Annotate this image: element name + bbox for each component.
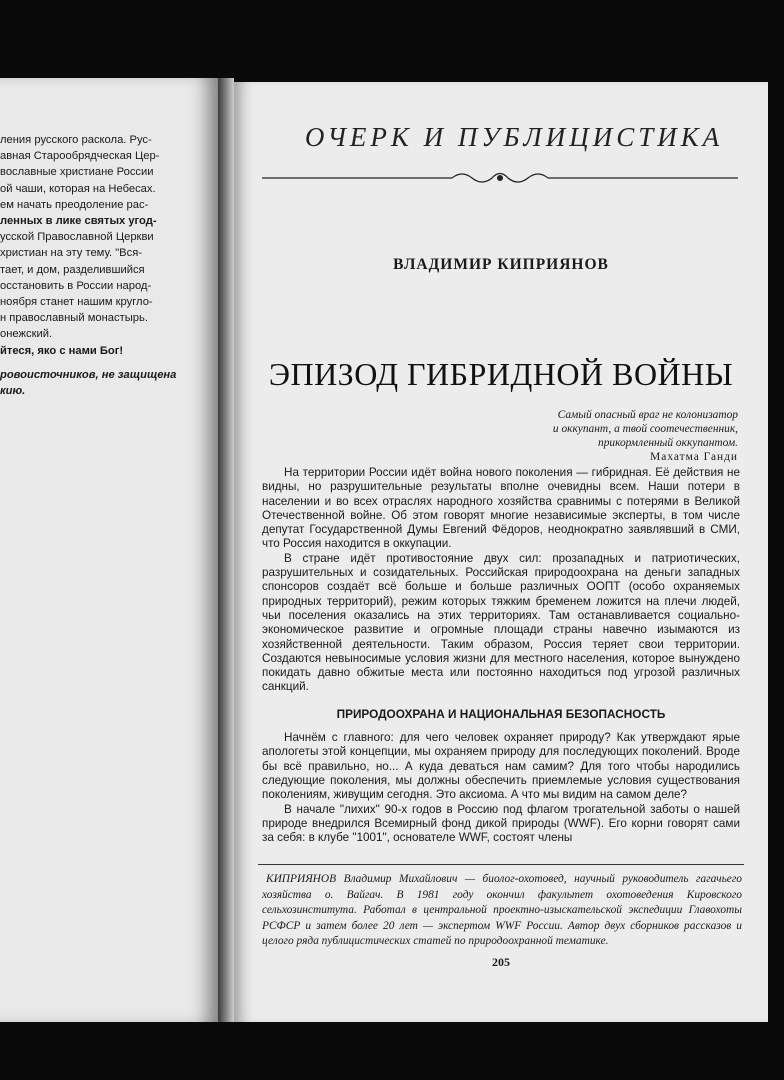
left-line: ноября станет нашим кругло- (0, 296, 153, 309)
author-bio: КИПРИЯНОВ Владимир Михайлович — биолог-охотовед, научный руководитель гагачьего хозяйства о. Вайгач. В 1981 году окончил факультет охотоведения Кировского сельхозинститута. Работал в центральной проектно-изыскательской экспедиции Главохоты РСФСР и затем более 20 лет — экспертом WWF России. Автор двух сборников рассказов и целого ряда публицистических статей по природоохранной тематике. (262, 873, 742, 948)
epigraph-line: Самый опасный враг не колонизатор (557, 409, 738, 421)
left-line: онежский. (0, 328, 53, 341)
book-gutter (218, 78, 234, 1022)
left-line: христиан на эту тему. "Вся- (0, 247, 143, 260)
ornament-rule-icon (262, 168, 738, 188)
footnote-divider (258, 864, 744, 865)
paragraph: Начнём с главного: для чего человек охраняет природу? Как утверждают ярые апологеты этой концепции, мы охраняем природу для последующих поколений. Вроде бы всё правильно, но... А куда деваться нам самим? Для того чтобы народились следующие поколения, мы должны обеспечить приемлемые условия существования поколениям, живущим сегодня. Это аксиома. А что мы видим на самом деле? (262, 731, 740, 802)
epigraph-line: прикормленный оккупантом. (598, 437, 738, 449)
left-page (0, 78, 218, 1022)
left-line: н православный монастырь. (0, 312, 148, 325)
epigraph-line: и оккупант, а твой соотечественник, (552, 423, 738, 435)
left-line: авная Старообрядческая Цер- (0, 150, 160, 163)
left-line: йтеся, яко с нами Бог! (0, 344, 124, 357)
left-line: ем начать преодоление рас- (0, 198, 149, 211)
left-line: ления русского раскола. Рус- (0, 134, 152, 146)
paragraph: В начале "лихих" 90-х годов в Россию под флагом трогательной заботы о нашей природе внедрился Всемирный фонд дикой природы (WWF). Его корни говорят сами за себя: в клубе "1001", основателе WWF, состоят члены (262, 802, 740, 845)
article-title: ЭПИЗОД ГИБРИДНОЙ ВОЙНЫ (268, 356, 734, 392)
left-line (0, 359, 180, 367)
epigraph-attribution: Махатма Ганди (650, 451, 738, 463)
left-line: вославные христиане России (0, 166, 154, 179)
right-page (234, 82, 768, 1022)
paragraph: В стране идёт противостояние двух сил: прозападных и патриотических, разрушительных и созидательных. Российская природоохрана на деньги западных спонсоров создаёт всё больше и больше различных ООПТ (особо охраняемых природных территорий), режим которых тяжким бременем ложится на плечи людей, чьи поселения оказались на этих территориях. Там останавливается социально-экономическое развитие и огромные площади страны навечно изымаются из хозяйственной деятельности. Таким образом, Россия теряет свои территории. Создаются невыносимые условия жизни для местного населения, которое вынуждено покидать давно обжитые места или постоянно находиться под угрозой различных санкций. (262, 551, 740, 694)
left-page-text (0, 132, 180, 399)
left-line: осстановить в России народ- (0, 279, 152, 292)
left-line: ленных в лике святых угод- (0, 215, 157, 228)
page-number: 205 (492, 955, 510, 969)
author-name: ВЛАДИМИР КИПРИЯНОВ (393, 256, 609, 273)
subheading: ПРИРОДООХРАНА И НАЦИОНАЛЬНАЯ БЕЗОПАСНОСТЬ (336, 706, 666, 721)
left-line: усской Православной Церкви (0, 231, 154, 244)
section-title: ОЧЕРК И ПУБЛИЦИСТИКА (304, 122, 724, 152)
left-line: ровоисточников, не защищена (0, 368, 177, 381)
article-body (262, 466, 740, 845)
epigraph (478, 408, 738, 464)
left-line: ой чаши, которая на Небесах. (0, 182, 156, 195)
left-line: тает, и дом, разделившийся (0, 263, 145, 276)
left-line: кию. (0, 385, 26, 398)
paragraph: На территории России идёт война нового поколения — гибридная. Её действия не видны, но разрушительные результаты вполне очевидны всем. Наши потери в населении и во всех отраслях народного хозяйства сравнимы с потерями в Великой Отечественной войне. Об этом говорят многие независимые эксперты, в том числе депутат Государственной Думы Евгений Фёдоров, неоднократно заявлявший в СМИ, что Россия находится в оккупации. (262, 466, 740, 551)
